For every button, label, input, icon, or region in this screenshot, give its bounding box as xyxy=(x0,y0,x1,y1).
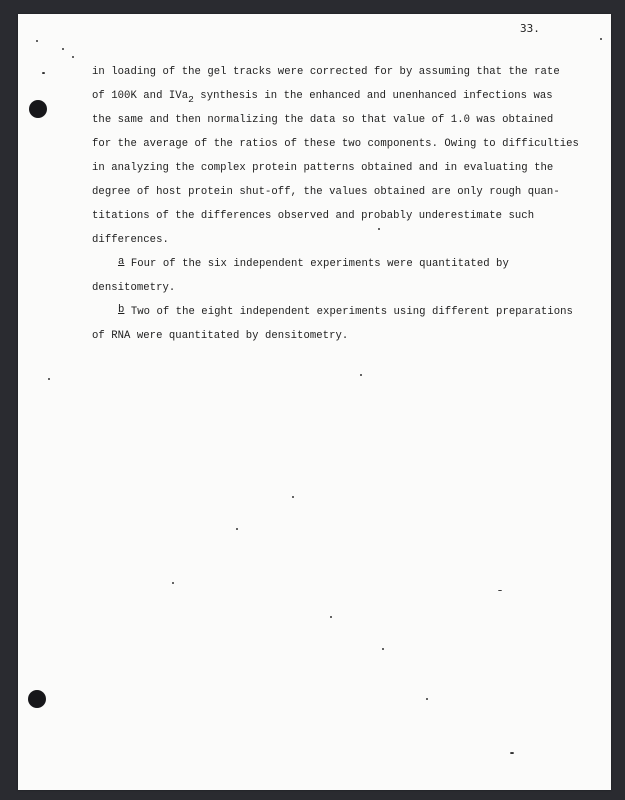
dust-speck xyxy=(600,38,602,40)
body-line-2-end: synthesis in the enhanced and unenhanced infections was xyxy=(193,90,553,102)
page-number: 33. xyxy=(520,22,540,35)
dust-speck xyxy=(172,582,174,584)
paper-sheet xyxy=(18,14,611,790)
footnote-b-line-1 xyxy=(118,306,573,318)
dust-speck xyxy=(426,698,428,700)
punch-hole-bottom xyxy=(28,690,46,708)
body-line-6: degree of host protein shut-off, the values obtained are only rough quan- xyxy=(92,186,560,198)
punch-hole-top xyxy=(29,100,47,118)
body-line-5: in analyzing the complex protein patterns obtained and in evaluating the xyxy=(92,162,554,174)
body-line-1: in loading of the gel tracks were corrected for by assuming that the rate xyxy=(92,66,560,78)
footnote-b-mark: b xyxy=(118,304,125,316)
footnote-b-line-2: of RNA were quantitated by densitometry. xyxy=(92,330,349,342)
body-line-3: the same and then normalizing the data so that value of 1.0 was obtained xyxy=(92,114,554,126)
footnote-a-line-2: densitometry. xyxy=(92,282,176,294)
body-line-2-start: of 100K and IVa xyxy=(92,90,189,102)
dust-speck xyxy=(72,56,74,58)
footnote-a-mark: a xyxy=(118,256,125,268)
dust-speck xyxy=(48,378,50,380)
dust-speck xyxy=(330,616,332,618)
dust-speck xyxy=(510,752,514,754)
body-line-7: titations of the differences observed and probably underestimate such xyxy=(92,210,535,222)
dust-speck xyxy=(292,496,294,498)
footnote-b-text: Two of the eight independent experiments using different preparations xyxy=(124,306,573,318)
dust-speck xyxy=(360,374,362,376)
body-line-8: differences. xyxy=(92,234,169,246)
dust-speck xyxy=(498,590,502,591)
body-line-4: for the average of the ratios of these two components. Owing to difficulties xyxy=(92,138,579,150)
footnote-a-text: Four of the six independent experiments were quantitated by xyxy=(124,258,509,270)
body-line-2 xyxy=(92,90,553,105)
dust-speck xyxy=(236,528,238,530)
dust-speck xyxy=(42,72,45,74)
dust-speck xyxy=(36,40,38,42)
footnote-a-line-1 xyxy=(118,258,509,270)
subscript-two: 2 xyxy=(188,94,194,105)
dust-speck xyxy=(382,648,384,650)
dust-speck xyxy=(378,228,380,230)
dust-speck xyxy=(62,48,64,50)
